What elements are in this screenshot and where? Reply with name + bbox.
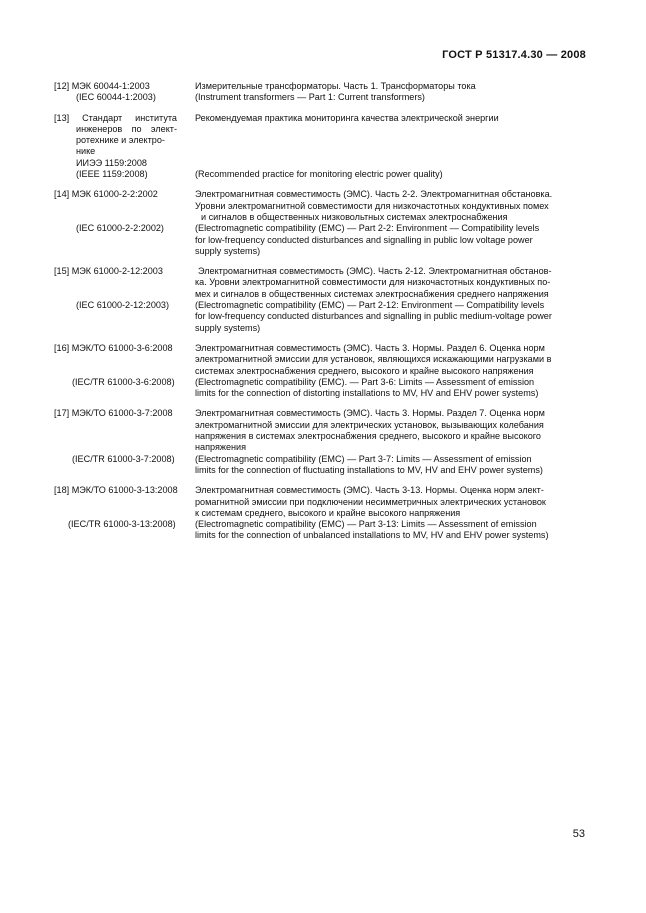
- entry-text: [195, 408, 593, 476]
- text-line: и сигналов в общественных низковольтных системах электроснабжения: [201, 211, 508, 222]
- text-line: напряжения в системах электроснабжения среднего, высокого и крайне высокого: [195, 431, 541, 442]
- text-line: Измерительные трансформаторы. Часть 1. Трансформаторы тока: [195, 81, 476, 91]
- text-line: Электромагнитная совместимость (ЭМС). Часть 3. Нормы. Раздел 6. Оценка норм: [195, 342, 545, 353]
- text-line: limits for the connection of unbalanced installations to MV, HV and EHV power systems): [195, 530, 549, 541]
- entry-text: [195, 485, 593, 541]
- bibliography-entry: [54, 266, 594, 334]
- text-line: Рекомендуемая практика мониторинга качества электрической энергии: [195, 112, 499, 123]
- reference-line: [15] МЭК 61000-2-12:2003: [54, 266, 163, 277]
- text-line: (Recommended practice for monitoring electric power quality): [195, 169, 443, 180]
- reference-line: [12] МЭК 60044-1:2003: [54, 81, 150, 91]
- text-line: (Electromagnetic compatibility (EMC). — Part 3-6: Limits — Assessment of emission: [195, 376, 535, 387]
- reference-line: ротехнике и электро-: [76, 135, 165, 146]
- text-line: Уровни электромагнитной совместимости для низкочастотных кондуктивных помех: [195, 200, 549, 211]
- reference-line: [18] МЭК/ТО 61000-3-13:2008: [54, 485, 178, 496]
- entry-text: [195, 113, 593, 181]
- text-line: Электромагнитная совместимость (ЭМС). Часть 2-2. Электромагнитная обстановка.: [195, 189, 553, 200]
- reference-line: (IEC 61000-2-2:2002): [76, 223, 164, 234]
- bibliography-list: [54, 81, 594, 542]
- text-line: (Electromagnetic compatibility (EMC) — Part 3-7: Limits — Assessment of emission: [195, 453, 532, 464]
- reference-line: [17] МЭК/ТО 61000-3-7:2008: [54, 408, 173, 419]
- text-line: limits for the connection of distorting installations to MV, HV and EHV power systems): [195, 388, 539, 399]
- entry-text: [195, 189, 593, 257]
- reference-line: (IEC/TR 61000-3-7:2008): [72, 453, 175, 464]
- entry-text: [195, 266, 593, 334]
- text-line: (Electromagnetic compatibility (EMC) — Part 2-2: Environment — Compatibility levels: [195, 223, 540, 234]
- text-line: (Electromagnetic compatibility (EMC) — Part 2-12: Environment — Compatibility levels: [195, 300, 545, 311]
- text-line: ромагнитной эмиссии при подключении несимметричных электрических установок: [195, 496, 546, 507]
- text-line: к системам среднего, высокого и крайне высокого напряжения: [195, 507, 461, 518]
- reference-line: [14] МЭК 61000-2-2:2002: [54, 189, 158, 200]
- text-line: for low-frequency conducted disturbances and signalling in public medium-voltage power: [195, 311, 552, 322]
- text-line: электромагнитной эмиссии для электрических установок, вызывающих колебания: [195, 419, 544, 430]
- text-line: Электромагнитная совместимость (ЭМС). Часть 2-12. Электромагнитная обстанов-: [198, 266, 552, 277]
- reference-line: (IEC 60044-1:2003): [76, 92, 156, 103]
- text-line: электромагнитной эмиссии для установок, являющихся искажающими нагрузками в: [195, 354, 552, 365]
- text-line: (Instrument transformers — Part 1: Current transformers): [195, 92, 425, 103]
- reference-line: [13] Стандарт института: [54, 112, 177, 123]
- bibliography-entry: [54, 343, 594, 400]
- text-line: Электромагнитная совместимость (ЭМС). Часть 3-13. Нормы. Оценка норм элект-: [195, 485, 544, 496]
- text-line: системах электроснабжения среднего, высокого и крайне высокого напряжения: [195, 365, 534, 376]
- entry-text: [195, 81, 593, 104]
- text-line: (Electromagnetic compatibility (EMC) — Part 3-13: Limits — Assessment of emission: [195, 519, 537, 530]
- bibliography-entry: [54, 485, 594, 542]
- bibliography-entry: [54, 113, 594, 181]
- text-line: Электромагнитная совместимость (ЭМС). Часть 3. Нормы. Раздел 7. Оценка норм: [195, 408, 545, 419]
- reference-line: инженеров по элект-: [76, 123, 177, 134]
- page-number: 53: [572, 828, 585, 840]
- reference-line: ИИЭЭ 1159:2008: [76, 157, 147, 168]
- text-line: supply systems): [195, 322, 261, 333]
- text-line: limits for the connection of fluctuating installations to MV, HV and EHV power systems): [195, 464, 543, 475]
- bibliography-entry: [54, 81, 594, 104]
- text-line: мех и сигналов в общественных системах электроснабжения среднего напряжения: [195, 288, 549, 299]
- bibliography-entry: [54, 189, 594, 257]
- text-line: напряжения: [195, 442, 247, 453]
- reference-line: (IEEE 1159:2008): [76, 169, 148, 180]
- reference-line: [16] МЭК/ТО 61000-3-6:2008: [54, 342, 173, 353]
- reference-line: (IEC/TR 61000-3-6:2008): [72, 376, 175, 387]
- bibliography-entry: [54, 408, 594, 476]
- reference-line: (IEC/TR 61000-3-13:2008): [68, 519, 176, 530]
- reference-line: нике: [76, 146, 96, 157]
- document-header: ГОСТ Р 51317.4.30 — 2008: [442, 49, 586, 61]
- text-line: supply systems): [195, 245, 261, 256]
- entry-text: [195, 343, 593, 399]
- text-line: for low-frequency conducted disturbances and signalling in public low voltage power: [195, 234, 533, 245]
- reference-line: (IEC 61000-2-12:2003): [76, 300, 170, 311]
- text-line: ка. Уровни электромагнитной совместимости для низкочастотных кондуктивных по-: [195, 277, 551, 288]
